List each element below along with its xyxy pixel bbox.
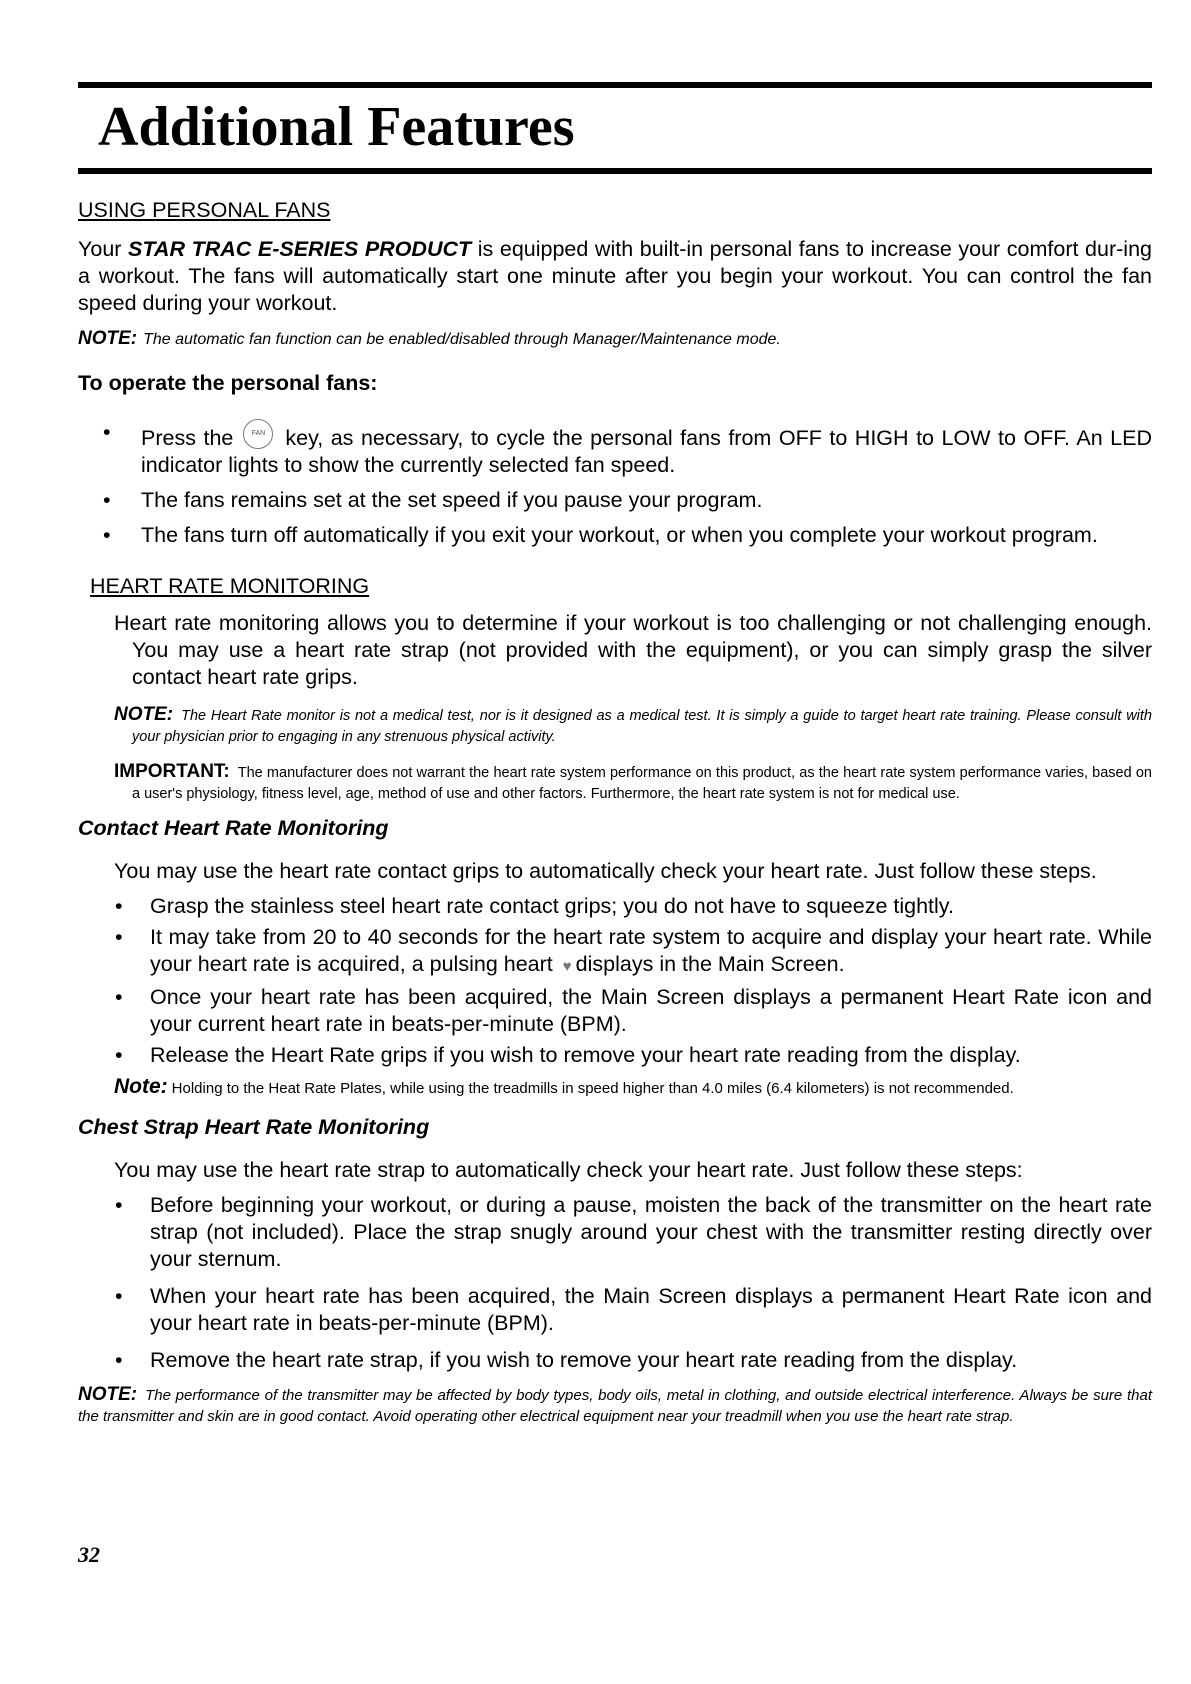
list-item bbox=[78, 419, 1152, 479]
contact-step2-post: displays in the Main Screen. bbox=[575, 952, 845, 976]
fans-steps-list bbox=[78, 419, 1152, 549]
contact-hrm-heading: Contact Heart Rate Monitoring bbox=[78, 816, 389, 840]
contact-note-label: Note: bbox=[114, 1075, 168, 1098]
title-rule-top bbox=[78, 82, 1152, 88]
bullet-icon: • bbox=[115, 1348, 123, 1372]
fans-note-label: NOTE: bbox=[78, 328, 138, 349]
bullet-icon: • bbox=[115, 1284, 123, 1308]
list-item bbox=[78, 1042, 1152, 1069]
hrm-important-label: IMPORTANT: bbox=[114, 761, 230, 782]
chest-step2: When your heart rate has been acquired, the Main Screen displays a permanent Heart Rate icon and your heart rate in beats-per-minute (BPM). bbox=[150, 1284, 1152, 1335]
list-item bbox=[78, 1347, 1152, 1374]
hrm-note-text: The Heart Rate monitor is not a medical test, nor is it designed as a medical test. It is simply a guide to target heart rate training. Please consult with your physician prior to engaging in any strenuous physical activity. bbox=[132, 708, 1152, 745]
fans-step1-post: key, as necessary, to cycle the personal fans from OFF to HIGH to LOW to OFF. An LED indicator lights to show the currently selected fan speed. bbox=[141, 426, 1153, 477]
page-number: 32 bbox=[78, 1542, 100, 1567]
contact-note bbox=[114, 1073, 1152, 1102]
page-title: Additional Features bbox=[98, 96, 575, 158]
chest-steps-list bbox=[78, 1192, 1152, 1374]
contact-step4: Release the Heart Rate grips if you wish to remove your heart rate reading from the display. bbox=[150, 1043, 1021, 1067]
chest-hrm-heading: Chest Strap Heart Rate Monitoring bbox=[78, 1115, 430, 1139]
contact-steps-list bbox=[78, 893, 1152, 1069]
bullet-icon: • bbox=[115, 925, 123, 949]
chest-note bbox=[78, 1384, 1152, 1427]
fans-intro-post: is equipped with built-in personal fans to increase your comfort dur-ing a workout. The fans will automatically start one minute after you begin your workout. You can control the fan speed during your workout. bbox=[78, 237, 1152, 315]
bullet-icon: • bbox=[115, 1043, 123, 1067]
bullet-icon: • bbox=[115, 985, 123, 1009]
fans-note-text: The automatic fan function can be enabled/disabled through Manager/Maintenance mode. bbox=[143, 331, 781, 348]
chest-intro: You may use the heart rate strap to automatically check your heart rate. Just follow these steps: bbox=[114, 1158, 1023, 1182]
list-item bbox=[78, 1283, 1152, 1337]
bullet-icon: • bbox=[103, 523, 111, 547]
contact-intro: You may use the heart rate contact grips to automatically check your heart rate. Just follow these steps. bbox=[114, 859, 1097, 883]
fans-step2: The fans remains set at the set speed if you pause your program. bbox=[141, 488, 763, 512]
contact-step3: Once your heart rate has been acquired, the Main Screen displays a permanent Heart Rate icon and your current heart rate in beats-per-minute (BPM). bbox=[150, 985, 1152, 1036]
hrm-important-text: The manufacturer does not warrant the heart rate system performance on this product, as the heart rate system performance varies, based on a user's physiology, fitness level, age, method of use and other factors. Furthermore, the heart rate system is not for medical use. bbox=[132, 765, 1152, 802]
page-content bbox=[78, 197, 1152, 1427]
bullet-icon: • bbox=[115, 1193, 123, 1217]
list-item bbox=[78, 984, 1152, 1038]
list-item bbox=[78, 487, 1152, 514]
section-heading-fans: USING PERSONAL FANS bbox=[78, 198, 331, 222]
fans-intro bbox=[78, 236, 1152, 317]
fan-key-icon bbox=[243, 419, 273, 449]
chest-note-text: The performance of the transmitter may be affected by body types, body oils, metal in clothing, and outside electrical interference. Always be sure that the transmitter and skin are in good contact. Avoid operating other electrical equipment near your treadmill when you use the heart rate strap. bbox=[78, 1387, 1152, 1425]
product-name: STAR TRAC E-SERIES PRODUCT bbox=[128, 237, 472, 261]
list-item bbox=[78, 1192, 1152, 1273]
chest-step1: Before beginning your workout, or during a pause, moisten the back of the transmitter on the heart rate strap (not included). Place the strap snugly around your chest with the transmitter resting directly over your sternum. bbox=[150, 1193, 1152, 1271]
hrm-section bbox=[90, 573, 1152, 805]
hrm-note bbox=[114, 704, 1152, 748]
list-item bbox=[78, 924, 1152, 980]
hrm-important bbox=[114, 761, 1152, 805]
fan-key-label: FAN bbox=[251, 430, 266, 437]
contact-note-text: Holding to the Heat Rate Plates, while using the treadmills in speed higher than 4.0 miles (6.4 kilometers) is not recommended. bbox=[171, 1080, 1014, 1097]
list-item bbox=[78, 522, 1152, 549]
bullet-icon: • bbox=[103, 488, 111, 512]
operate-fans-heading: To operate the personal fans: bbox=[78, 371, 378, 395]
fans-step3: The fans turn off automatically if you exit your workout, or when you complete your workout program. bbox=[141, 523, 1098, 547]
hrm-intro: Heart rate monitoring allows you to determine if your workout is too challenging or not challenging enough. You may use a heart rate strap (not provided with the equipment), or you can simply grasp the silver contact heart rate grips. bbox=[114, 611, 1152, 689]
contact-step2-pre: It may take from 20 to 40 seconds for the heart rate system to acquire and display your heart rate. While your heart rate is acquired, a pulsing heart bbox=[150, 925, 1152, 976]
chest-note-label: NOTE: bbox=[78, 1384, 138, 1405]
fans-note bbox=[78, 328, 1152, 350]
chest-step3: Remove the heart rate strap, if you wish to remove your heart rate reading from the display. bbox=[150, 1348, 1018, 1372]
bullet-icon: • bbox=[103, 420, 111, 444]
fans-step1-pre: Press the bbox=[141, 426, 234, 450]
contact-step1: Grasp the stainless steel heart rate contact grips; you do not have to squeeze tightly. bbox=[150, 894, 954, 918]
hrm-note-label: NOTE: bbox=[114, 704, 174, 725]
list-item bbox=[78, 893, 1152, 920]
section-heading-hrm: HEART RATE MONITORING bbox=[90, 574, 370, 598]
title-rule-bottom bbox=[78, 168, 1152, 174]
heart-icon: ♥ bbox=[562, 958, 572, 975]
fans-intro-pre: Your bbox=[78, 237, 129, 261]
bullet-icon: • bbox=[115, 894, 123, 918]
